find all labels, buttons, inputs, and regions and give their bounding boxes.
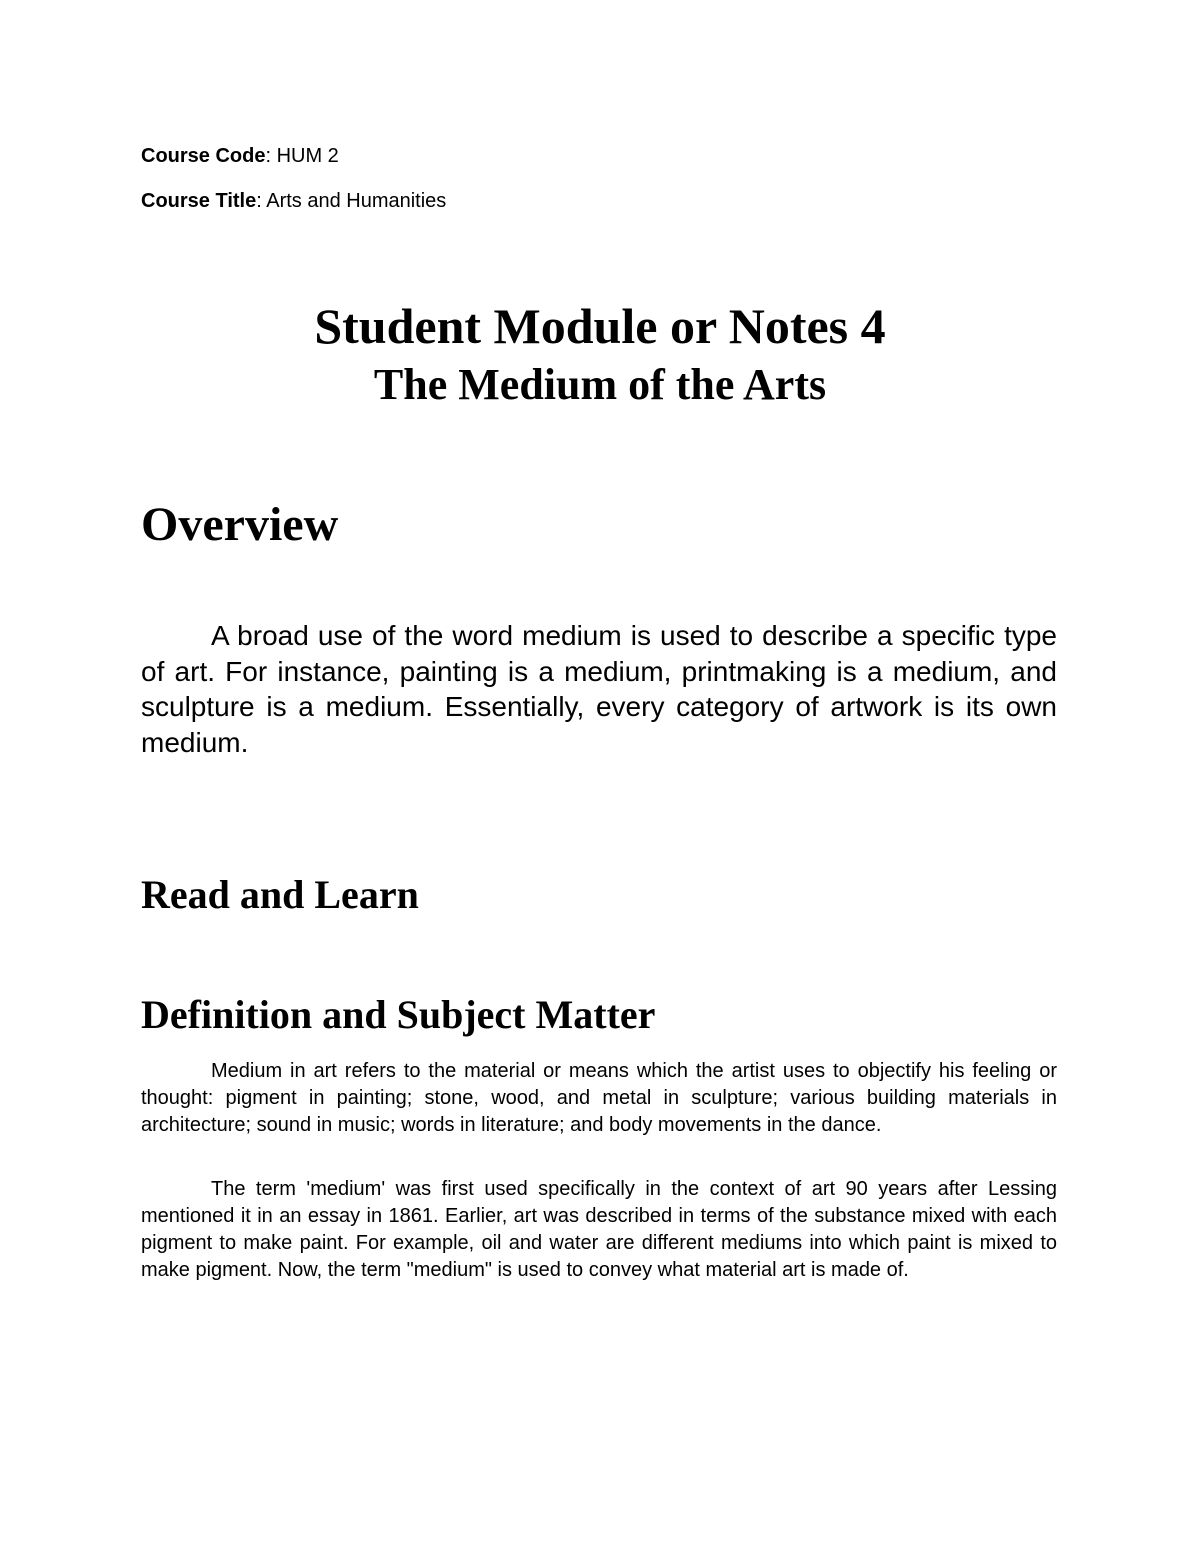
course-code-line [141,144,339,168]
overview-heading: Overview [141,498,339,551]
read-and-learn-heading: Read and Learn [141,872,419,917]
definition-heading: Definition and Subject Matter [141,992,656,1037]
overview-paragraph: A broad use of the word medium is used to describe a specific type of art. For instance, painting is a medium, printmaking is a medium, and sculpture is a medium. Essentially, every category of artwork is its own medium. [141,620,1057,758]
course-title-line [141,189,446,213]
course-title-value: : Arts and Humanities [256,190,447,212]
document-title: Student Module or Notes 4 [314,298,886,354]
course-code-label: Course Code [141,145,266,167]
course-title-label: Course Title [141,190,257,212]
course-code-value: : HUM 2 [265,145,339,167]
document-subtitle: The Medium of the Arts [373,360,827,409]
definition-paragraph-2: The term 'medium' was first used specifically in the context of art 90 years after Lessing mentioned it in an essay in 1861. Earlier, art was described in terms of the substance mixed with each pigment to make paint. For example, oil and water are different mediums into which paint is mixed to make pigment. Now, the term "medium" is used to convey what material art is made of. [141,1178,1057,1281]
definition-paragraph-1: Medium in art refers to the material or means which the artist uses to objectify his feeling or thought: pigment in painting; stone, wood, and metal in sculpture; various building materials in architecture; sound in music; words in literature; and body movements in the dance. [141,1060,1057,1136]
